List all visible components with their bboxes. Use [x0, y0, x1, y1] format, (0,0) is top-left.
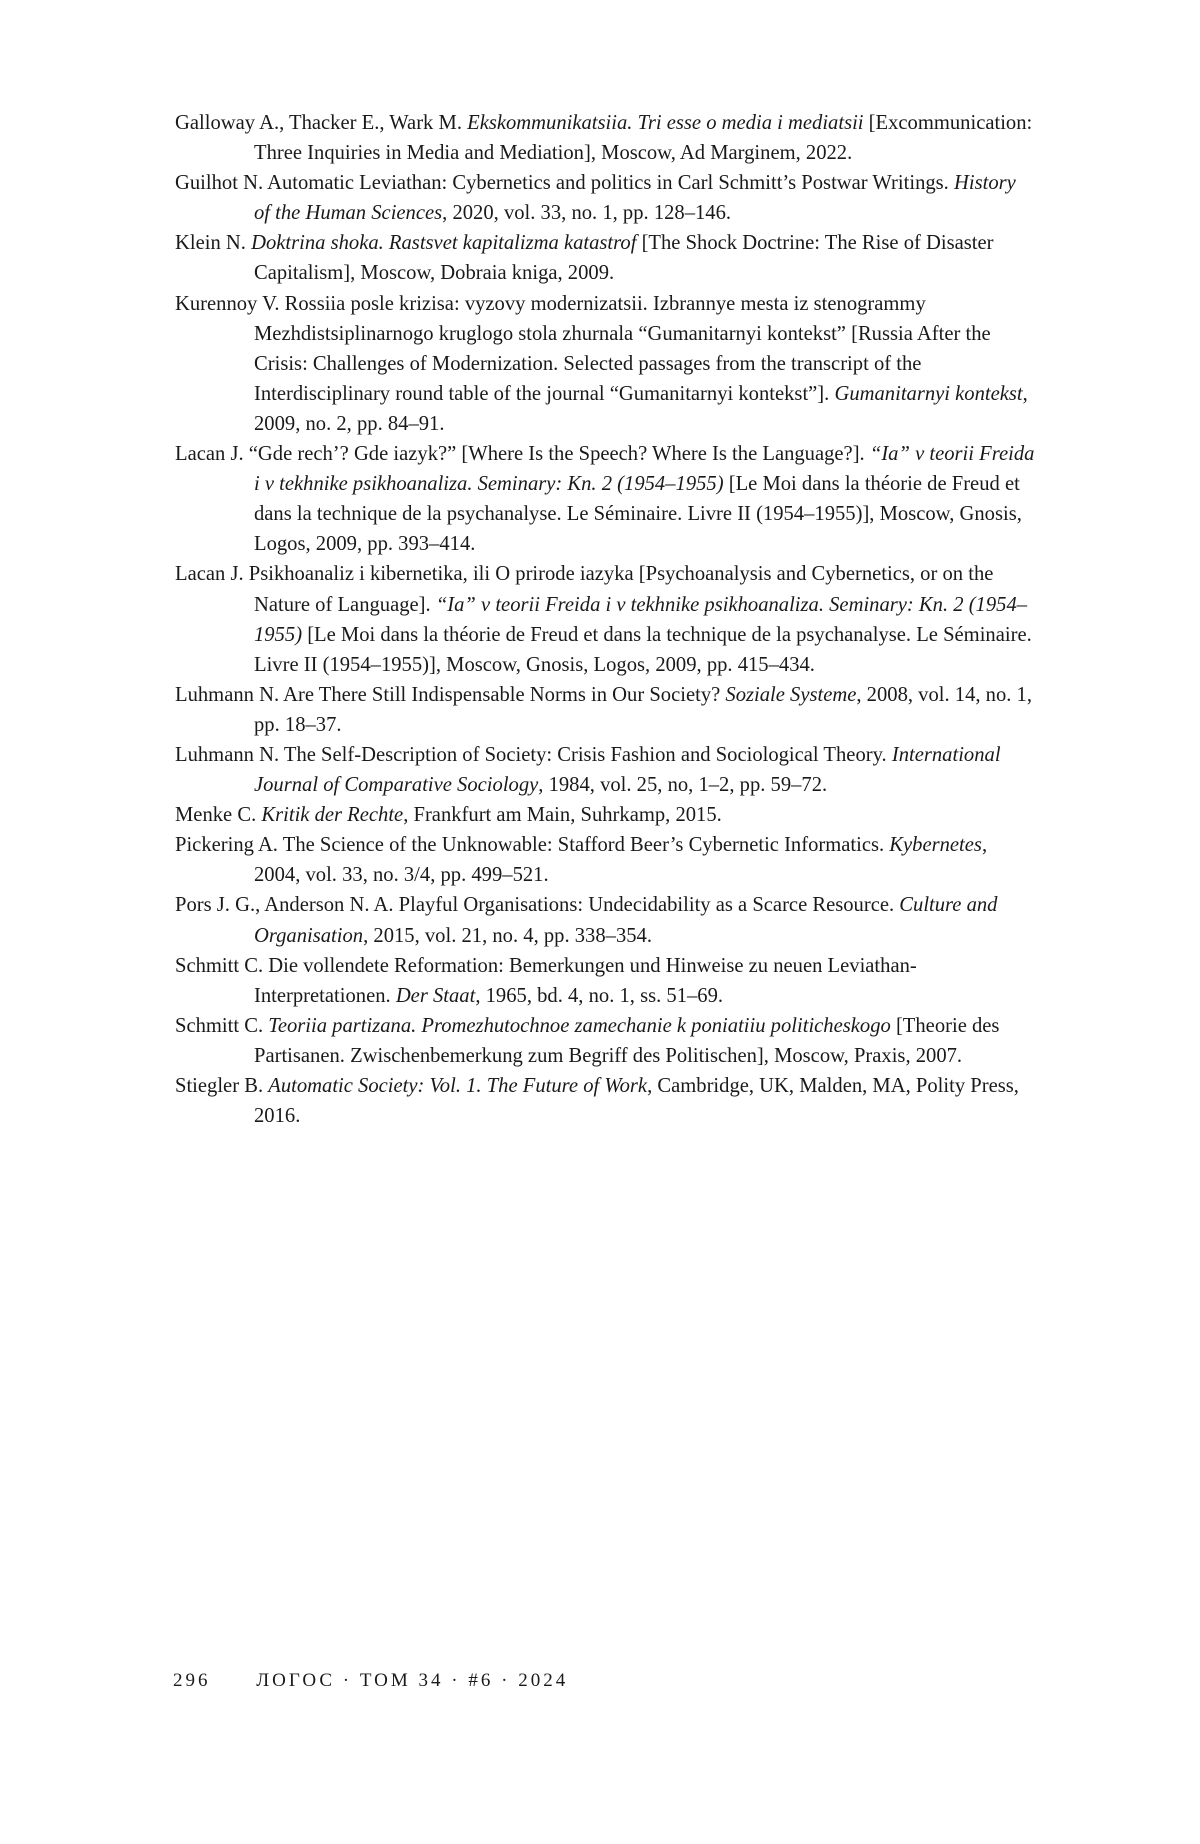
reference-text: Lacan J. Psikhoanaliz i kibernetika, ili O prirode iazyka [Psychoanalysis and Cybernetics, or on the Nature of Language]. [175, 563, 994, 616]
reference-italic-title: “Ia” v teorii Freida i v tekhnike psikhoanaliza. Seminary: Kn. 2 (1954–1955) [254, 593, 1028, 646]
reference-entry [175, 228, 1035, 288]
reference-italic-title: Gumanitarnyi kontekst [834, 382, 1023, 405]
reference-text: [Excommunication: Three Inquiries in Media and Mediation], Moscow, Ad Marginem, 2022. [254, 112, 1033, 165]
reference-italic-title: Kybernetes [889, 834, 982, 857]
reference-italic-title: International Journal of Comparative Sociology [254, 743, 1001, 797]
reference-text: Kurennoy V. Rossiia posle krizisa: vyzovy modernizatsii. Izbrannye mesta iz stenogrammy Mezhdistsiplinarnogo kruglogo stola zhurnala “Gumanitarnyi kontekst” [Russia After the Crisis: Challenges of Modernization. Selected passages from the transcript of the Interdisciplinary round table of the journal “Gumanitarnyi kontekst”]. [175, 292, 991, 405]
reference-text: , 2004, vol. 33, no. 3/4, pp. 499–521. [254, 834, 988, 887]
reference-entry [175, 1071, 1035, 1131]
reference-italic-title: Doktrina shoka. Rastsvet kapitalizma katastrof [251, 232, 637, 255]
reference-entry [175, 800, 1035, 830]
reference-italic-title: Automatic Society: Vol. 1. The Future of Work [268, 1075, 648, 1097]
reference-text: [The Shock Doctrine: The Rise of Disaster Capitalism], Moscow, Dobraia kniga, 2009. [254, 232, 994, 285]
reference-entry [175, 108, 1035, 168]
reference-italic-title: Teoriia partizana. Promezhutochnoe zamechanie k poniatiiu politicheskogo [268, 1014, 891, 1037]
reference-entry [175, 439, 1035, 559]
reference-text: Menke C. [175, 804, 262, 827]
reference-text: Galloway A., Thacker E., Wark M. [175, 112, 468, 134]
reference-text: Klein N. [175, 232, 252, 255]
reference-text: Stiegler B. [175, 1075, 269, 1097]
reference-text: , 1965, bd. 4, no. 1, ss. 51–69. [475, 984, 724, 1007]
page-number: 296 [173, 1670, 211, 1691]
reference-entry [175, 830, 1035, 890]
reference-text: [Le Moi dans la théorie de Freud et dans la technique de la psychanalyse. Le Séminaire. Livre II (1954–1955)], Moscow, Gnosis, Logos, 2009, pp. 415–434. [254, 623, 1032, 676]
reference-entry [175, 559, 1035, 679]
reference-text: Schmitt C. Die vollendete Reformation: Bemerkungen und Hinweise zu neuen Leviathan-Interpretationen. [175, 954, 917, 1007]
reference-list [175, 108, 1035, 1131]
reference-entry [175, 951, 1035, 1011]
reference-text: , 2008, vol. 14, no. 1, pp. 18–37. [254, 683, 1032, 736]
reference-text: , 2015, vol. 21, no. 4, pp. 338–354. [363, 924, 652, 947]
reference-entry [175, 289, 1035, 439]
reference-entry [175, 168, 1035, 228]
reference-text: Luhmann N. Are There Still Indispensable Norms in Our Society? [175, 683, 726, 706]
reference-italic-title: History of the Human Sciences [254, 172, 1016, 225]
reference-text: Schmitt C. [175, 1014, 269, 1037]
running-title: ЛОГОС · ТОМ 34 · #6 · 2024 [256, 1670, 569, 1691]
page-footer [173, 1670, 568, 1692]
reference-text: , Cambridge, UK, Malden, MA, Polity Press, 2016. [254, 1075, 1019, 1128]
reference-italic-title: Der Staat [395, 984, 476, 1007]
reference-text: Guilhot N. Automatic Leviathan: Cybernetics and politics in Carl Schmitt’s Postwar Writings. [175, 172, 954, 195]
reference-text: , 2020, vol. 33, no. 1, pp. 128–146. [442, 202, 732, 225]
reference-text: [Le Moi dans la théorie de Freud et dans la technique de la psychanalyse. Le Séminaire. Livre II (1954–1955)], Moscow, Gnosis, Logos, 2009, pp. 393–414. [254, 473, 1022, 556]
reference-text: , 2009, no. 2, pp. 84–91. [254, 382, 1028, 435]
reference-text: [Theorie des Partisanen. Zwischenbemerkung zum Begriff des Politischen], Moscow, Praxis, 2007. [254, 1014, 1000, 1067]
reference-text: Pors J. G., Anderson N. A. Playful Organisations: Undecidability as a Scarce Resource. [175, 894, 900, 917]
reference-italic-title: Kritik der Rechte [261, 804, 404, 827]
reference-text: , Frankfurt am Main, Suhrkamp, 2015. [403, 804, 722, 827]
reference-italic-title: Culture and Organisation [254, 894, 998, 947]
reference-text: , 1984, vol. 25, no, 1–2, pp. 59–72. [538, 774, 828, 797]
reference-text: Luhmann N. The Self-Description of Society: Crisis Fashion and Sociological Theory. [175, 743, 892, 766]
reference-entry [175, 1011, 1035, 1071]
reference-italic-title: Soziale Systeme [725, 683, 857, 706]
reference-text: Pickering A. The Science of the Unknowable: Stafford Beer’s Cybernetic Informatics. [175, 834, 890, 857]
reference-entry [175, 890, 1035, 950]
reference-italic-title: Ekskommunikatsiia. Tri esse o media i mediatsii [467, 112, 864, 134]
reference-entry [175, 740, 1035, 800]
reference-entry [175, 680, 1035, 740]
reference-italic-title: “Ia” v teorii Freida i v tekhnike psikhoanaliza. Seminary: Kn. 2 (1954–1955) [254, 443, 1035, 496]
reference-text: Lacan J. “Gde rech’? Gde iazyk?” [Where Is the Speech? Where Is the Language?]. [175, 443, 870, 466]
